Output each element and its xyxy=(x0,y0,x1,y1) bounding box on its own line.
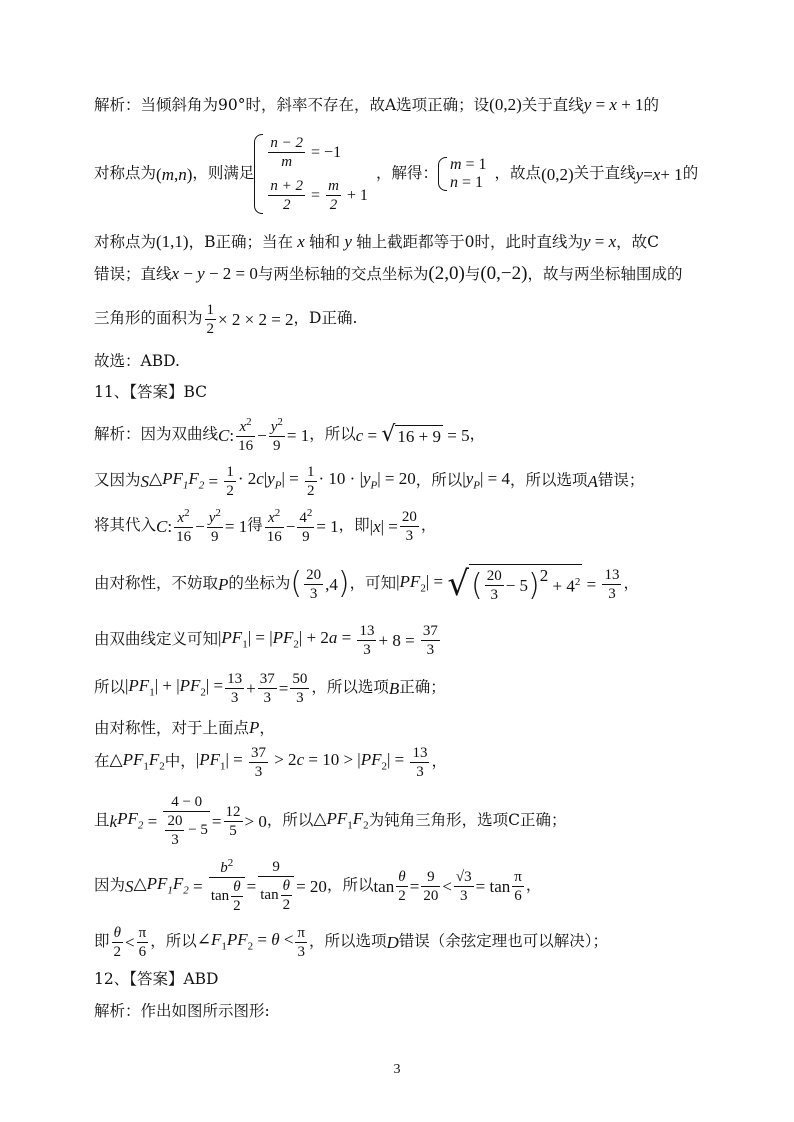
line-20: 解析：作出如图所示图形: xyxy=(94,1002,270,1020)
line-15: 在 $\triangle PF_1F_2$ 中， $|PF_1|$ = $\frac{37}{3}$ > $2c = 10 > |PF_2|$ = $\frac{13}{3}$ ， xyxy=(94,744,447,780)
line-11: 由对称性，不妨取 P 的坐标为 ( $\frac{20}{3}$ ,4 ) ，可知 $|PF_2|$ = √ ( $\frac{20}{3}$ − 5 ) 2 + $4^2$ = $\frac{13}{3}$ ， xyxy=(94,564,639,604)
page-number: 3 xyxy=(393,1062,401,1077)
line-12: 由双曲线定义可知 $|PF_1| = |PF_2| + 2a$ = $\frac{13}{3}$ + 8 = $\frac{37}{3}$ xyxy=(94,622,438,658)
line-14: 由对称性，对于上面点P， xyxy=(94,718,275,737)
text: 解析：当倾斜角为90°时，斜率不存在，故A选项正确；设 xyxy=(94,96,490,114)
line-16: 且 k $PF_2$ = 4 − 0 $\frac{20}{3}$ − 5 = $\frac{12}{5}$ > 0 ，所以 $\triangle PF_1F_2$ 为钝角三角形，选项C正确； xyxy=(94,794,567,848)
line-17: 因为 S $\triangle PF_1F_2$ = $b^2$ tan $\frac{\theta}{2}$ = 9 tan $\frac{\theta}{2}$ = 20 ，所以 tan $\frac{\theta}{2}$ = $\frac{9}{20}$ < $\frac{√3}{3}$ = tan $\frac{\pi}{6}$ ， xyxy=(94,857,542,914)
line-4: 错误；直线x − y − 2 = 0与两坐标轴的交点坐标为(2,0)与(0,−2)，故与两坐标轴围成的 xyxy=(94,263,683,284)
line-3: 对称点为(1,1)，B正确；当在 x 轴和 y 轴上截距都等于0时，此时直线为y = x，故C xyxy=(94,232,660,251)
line-18: 即 $\frac{\theta}{2}$ < $\frac{\pi}{6}$ ，所以 $\angle F_1PF_2 = \theta$ < $\frac{\pi}{3}$ ，所以选项 D 错误（余弦定理也可以解决）； xyxy=(94,924,609,960)
answer-12: 12、【答案】ABD xyxy=(94,970,219,988)
solution-system: m = 1 n = 1 xyxy=(438,157,487,191)
line-10: 将其代入 C : $\frac{x^2}{16}$ − $\frac{y^2}{9}$ = 1 得 $\frac{x^2}{16}$ − $\frac{4^2}{9}$ = 1 ，即 |x| = $\frac{20}{3}$ ， xyxy=(94,506,437,545)
answer-11: 11、【答案】BC xyxy=(94,383,208,401)
equation-system: $\frac{n - 2}{m}$ = −1 $\frac{n + 2}{2}$ = $\frac{m}{2}$ + 1 xyxy=(254,134,368,214)
line-13: 所以 $|PF_1| + |PF_2|$ = $\frac{13}{3}$ + $\frac{37}{3}$ = $\frac{50}{3}$ ，所以选项 B 正确； xyxy=(94,670,446,706)
line-5: 三角形的面积为 $\frac{1}{2}$ × 2 × 2 = 2 ，D正确. xyxy=(94,301,358,337)
line-9: 又因为 S $\triangle PF_1F_2$ = $\frac{1}{2}$ · $2c|y_P|$ = $\frac{1}{2}$ · $10 \cdot |y_P| = 20$ ，所以 $|y_P| = 4$ ，所以选项 A 错误； xyxy=(94,463,645,499)
line-2: 对称点为 ( m , n ) ，则满足 $\frac{n - 2}{m}$ = −1 $\frac{n + 2}{2}$ = $\frac{m}{2}$ + 1 ，解得： m = 1 n = 1 ，故点 (0,2) 关于直线 y = x + 1 的 xyxy=(94,135,699,213)
line-8: 解析：因为双曲线 C : $\frac{x^2}{16}$ − $\frac{y^2}{9}$ = 1 ，所以 c = √ 16 + 9 = 5 ， xyxy=(94,415,486,454)
line-6: 故选：ABD. xyxy=(94,352,180,370)
line-1: 解析：当倾斜角为90°时，斜率不存在，故A选项正确；设(0,2)关于直线y = x + 1的 xyxy=(94,95,660,114)
